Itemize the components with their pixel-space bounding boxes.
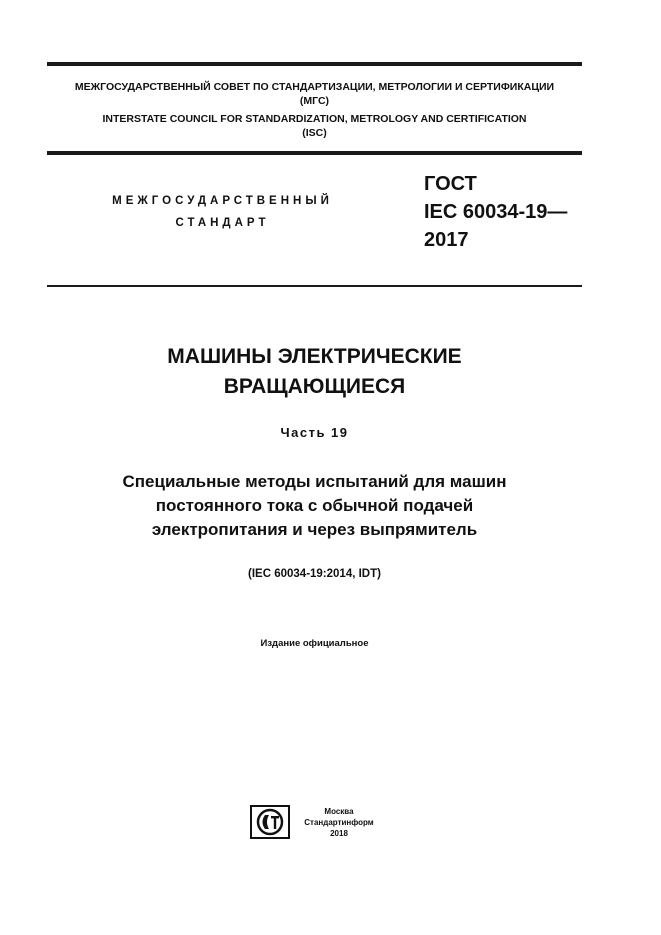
designation-year: 2017	[424, 229, 469, 251]
standard-type-line-2: СТАНДАРТ	[175, 217, 270, 229]
publisher-year: 2018	[330, 829, 348, 838]
council-name-en-line: INTERSTATE COUNCIL FOR STANDARDIZATION, METROLOGY AND CERTIFICATION	[102, 113, 527, 125]
part-number: Часть 19	[280, 425, 349, 440]
council-name-en	[47, 112, 582, 140]
standartinform-logo-icon	[250, 805, 290, 839]
designation-gost: ГОСТ	[424, 173, 477, 195]
council-abbrev-en: (ISC)	[302, 127, 327, 139]
subtitle-line-1: Специальные методы испытаний для машин	[122, 472, 507, 491]
subtitle-line-2: постоянного тока с обычной подачей	[155, 496, 474, 515]
publisher-city: Москва	[324, 807, 354, 816]
council-name-ru	[47, 80, 582, 108]
edition-note: Издание официальное	[260, 638, 369, 649]
document-title	[47, 342, 582, 402]
subtitle-line-3: электропитания и через выпрямитель	[151, 520, 478, 539]
council-name-ru-line: МЕЖГОСУДАРСТВЕННЫЙ СОВЕТ ПО СТАНДАРТИЗАЦИИ, МЕТРОЛОГИИ И СЕРТИФИКАЦИИ	[74, 81, 555, 93]
standard-designation	[424, 170, 567, 254]
top-rule	[47, 62, 582, 66]
council-abbrev-ru: (МГС)	[299, 95, 330, 107]
document-subtitle	[47, 470, 582, 542]
title-line-1: МАШИНЫ ЭЛЕКТРИЧЕСКИЕ	[167, 345, 462, 368]
title-line-2: ВРАЩАЮЩИЕСЯ	[223, 375, 406, 398]
publisher-info	[296, 806, 382, 839]
designation-rule	[47, 285, 582, 287]
standard-type	[75, 190, 370, 234]
publisher-name: Стандартинформ	[304, 818, 374, 827]
iec-reference: (IEC 60034-19:2014, IDT)	[248, 568, 381, 580]
header-bottom-rule	[47, 151, 582, 155]
standard-type-line-1: МЕЖГОСУДАРСТВЕННЫЙ	[112, 195, 333, 207]
designation-number: IEC 60034-19—	[424, 201, 568, 223]
